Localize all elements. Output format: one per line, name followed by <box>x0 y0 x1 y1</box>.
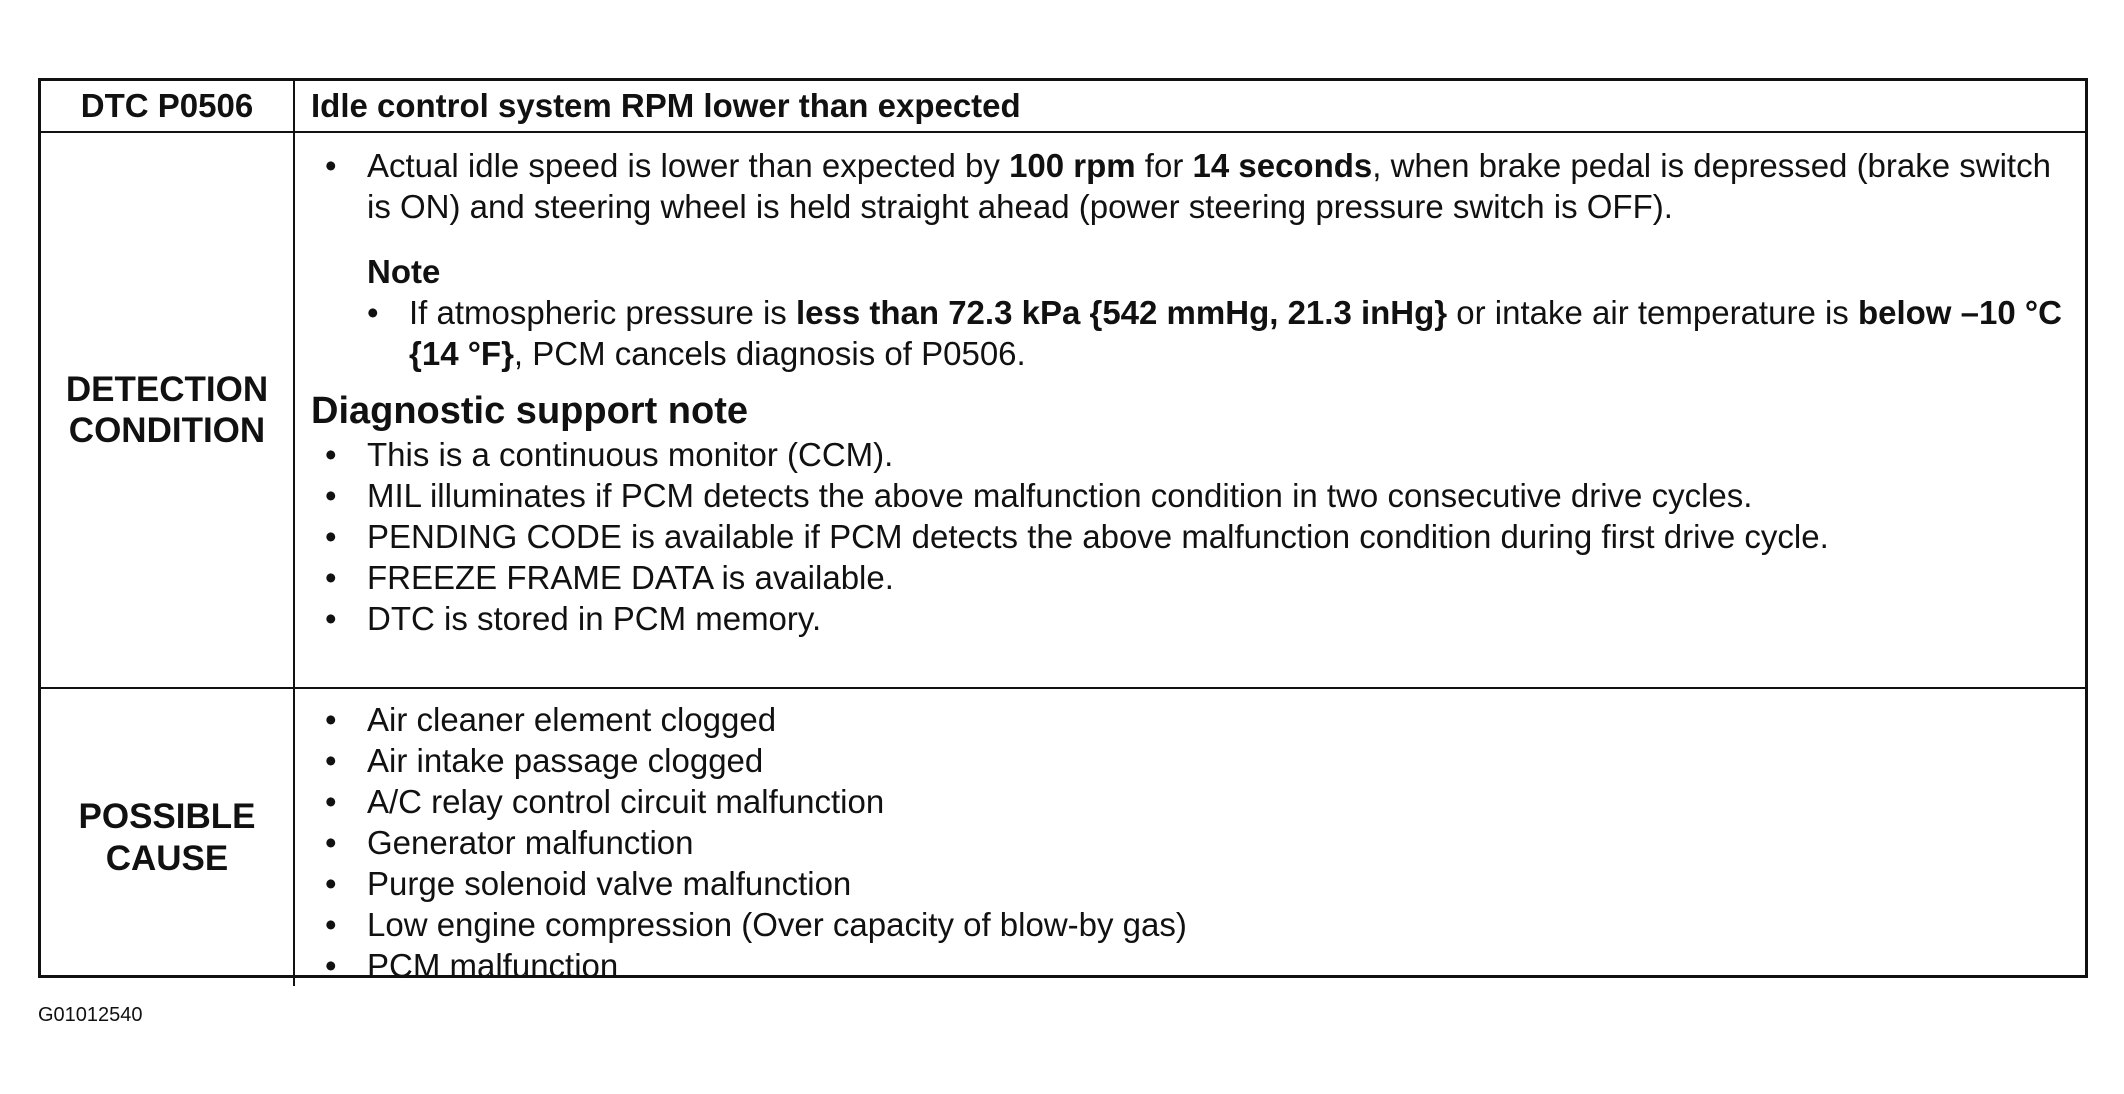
dtc-title: Idle control system RPM lower than expected <box>311 87 1021 124</box>
condition-item <box>311 145 2069 227</box>
list-item: • Air intake passage clogged <box>311 740 2069 781</box>
list-item: • FREEZE FRAME DATA is available. <box>311 557 2069 598</box>
support-note-title: Diagnostic support note <box>311 390 748 432</box>
dtc-title-cell <box>295 81 2085 133</box>
detection-condition-label <box>41 133 295 689</box>
list-item: • Low engine compression (Over capacity of blow-by gas) <box>311 904 2069 945</box>
note-text: If atmospheric pressure is <box>409 294 796 331</box>
note-title: Note <box>367 253 441 290</box>
list-item: • PENDING CODE is available if PCM detects the above malfunction condition during first drive cycle. <box>311 516 2069 557</box>
condition-rpm: 100 rpm <box>1009 147 1136 184</box>
list-item: • A/C relay control circuit malfunction <box>311 781 2069 822</box>
dtc-table <box>38 78 2088 984</box>
list-item: • DTC is stored in PCM memory. <box>311 598 2069 639</box>
note-text: , PCM cancels diagnosis of P0506. <box>513 335 1026 372</box>
cause-label-line2: CAUSE <box>105 838 229 878</box>
condition-text: for <box>1135 147 1193 184</box>
condition-text: , when brake pedal is depressed (brake switch is ON) and steering wheel is held straight ahead (power steering pressure switch is OFF). <box>367 147 2051 225</box>
list-item: • MIL illuminates if PCM detects the above malfunction condition in two consecutive drive cycles. <box>311 475 2069 516</box>
dtc-code: DTC P0506 <box>80 86 254 124</box>
note-text: or intake air temperature is <box>1447 294 1858 331</box>
detection-label-line2: CONDITION <box>68 411 266 450</box>
cause-label-line1: POSSIBLE <box>78 797 256 837</box>
condition-text: Actual idle speed is lower than expected by <box>367 147 1010 184</box>
dtc-code-cell <box>41 81 295 133</box>
note-block <box>311 251 2069 374</box>
detection-condition-content <box>295 133 2085 689</box>
list-item: • Air cleaner element clogged <box>311 699 2069 740</box>
figure-code: G01012540 <box>38 1004 143 1026</box>
list-item: • This is a continuous monitor (CCM). <box>311 434 2069 475</box>
detection-label-line1: DETECTION <box>65 369 269 409</box>
possible-cause-content <box>295 689 2085 986</box>
note-temperature: below –10 °C {14 °F} <box>409 294 2062 372</box>
condition-seconds: 14 seconds <box>1192 147 1373 184</box>
list-item: • Purge solenoid valve malfunction <box>311 863 2069 904</box>
list-item: • PCM malfunction <box>311 945 2069 986</box>
cause-list <box>311 699 2069 986</box>
possible-cause-label <box>41 689 295 986</box>
note-item <box>367 292 2069 374</box>
list-item: • Generator malfunction <box>311 822 2069 863</box>
note-pressure: less than 72.3 kPa {542 mmHg, 21.3 inHg} <box>795 294 1448 331</box>
support-note-list <box>311 434 2069 639</box>
